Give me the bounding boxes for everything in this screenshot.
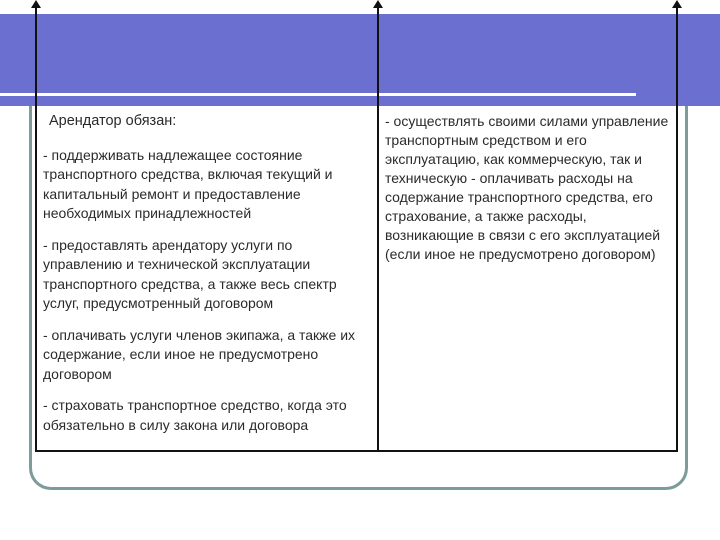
vertical-line-right: [676, 3, 678, 452]
left-column: [43, 112, 373, 447]
table-bottom-line: [35, 450, 678, 452]
left-item-3: - оплачивать услуги членов экипажа, а также их содержание, если иное не предусмотрено договором: [43, 326, 356, 382]
right-column: [385, 112, 671, 264]
right-text: - осуществлять своими силами управление транспортным средством и его эксплуатацию, как коммерческую, так и техническую - оплачивать расходы на содержание транспортного средства, его страхование, а также расходы, возникающие в связи с его эксплуатацией (если иное не предусмотрено договором): [385, 113, 669, 262]
vertical-line-middle: [377, 3, 379, 452]
banner-divider: [0, 93, 636, 96]
vertical-line-left: [35, 3, 37, 450]
left-item-2: - предоставлять арендатору услуги по управлению и технической эксплуатации транспортного средства, а также весь спектр услуг, предусмотренный договором: [43, 236, 337, 311]
left-item-4: - страховать транспортное средство, когда это обязательно в силу закона или договора: [43, 397, 347, 433]
left-item-1: - поддерживать надлежащее состояние транспортного средства, включая текущий и капитальный ремонт и предоставление необходимых принадлежностей: [43, 146, 333, 221]
left-heading: Арендатор обязан:: [49, 113, 177, 129]
